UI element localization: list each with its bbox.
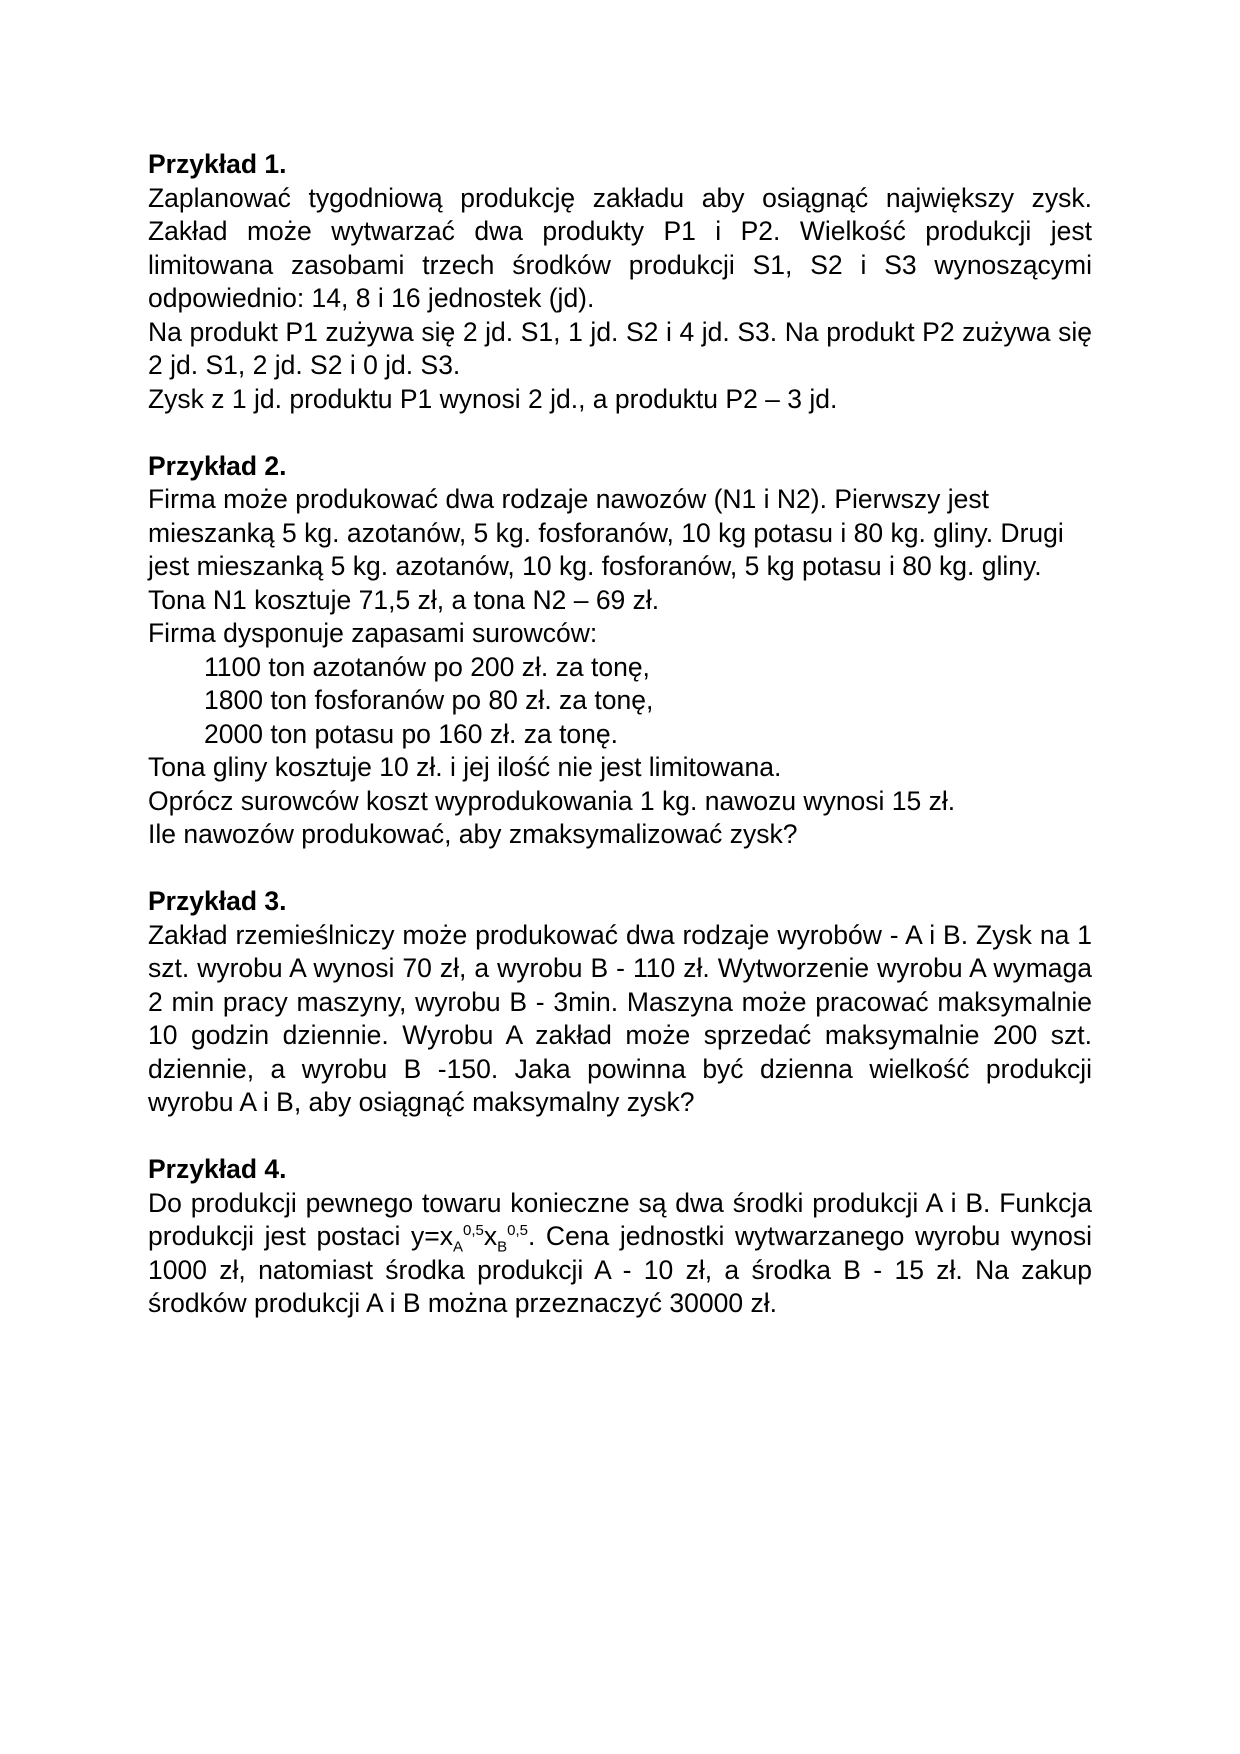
example-4-text-before: Do produkcji pewnego towaru konieczne są dwa środki produkcji A i B. Funkcja produkcji jest postaci (148, 1187, 1092, 1251)
example-3 (148, 885, 1092, 1120)
example-3-title: Przykład 3. (148, 886, 287, 916)
resource-item: 1800 ton fosforanów po 80 zł. za tonę, (204, 685, 654, 715)
example-1-paragraph-3: Zysk z 1 jd. produktu P1 wynosi 2 jd., a produktu P2 – 3 jd. (148, 383, 838, 414)
example-2-closing-3: Ile nawozów produkować, aby zmaksymalizować zysk? (148, 819, 798, 849)
example-1-title: Przykład 1. (148, 149, 287, 179)
example-3-paragraph-1: Zakład rzemieślniczy może produkować dwa rodzaje wyrobów - A i B. Zysk na 1 szt. wyrobu A wynosi 70 zł, a wyrobu B - 110 zł. Wytworzenie wyrobu A wymaga 2 min pracy maszyny, wyrobu B - 3min. Maszyna może pracować maksymalnie 10 godzin dziennie. Wyrobu A zakład może sprzedać maksymalnie 200 szt. dziennie, a wyrobu B -150. Jaka powinna być dzienna wielkość produkcji wyrobu A i B, aby osiągnąć maksymalny zysk? (148, 919, 1092, 1117)
resource-item: 2000 ton potasu po 160 zł. za tonę. (204, 718, 619, 749)
example-4-paragraph-1 (148, 1187, 1092, 1321)
example-2-closing-2: Oprócz surowców koszt wyprodukowania 1 kg. nawozu wynosi 15 zł. (148, 785, 956, 816)
example-2 (148, 450, 1092, 852)
document-page (148, 148, 1092, 1354)
example-1-paragraph-1: Zaplanować tygodniową produkcję zakładu aby osiągnąć największy zysk. Zakład może wytwarzać dwa produkty P1 i P2. Wielkość produkcji jest limitowana zasobami trzech środków produkcji S1, S2 i S3 wynoszącymi odpowiednio: 14, 8 i 16 jednostek (jd). (148, 182, 1092, 313)
example-2-paragraph-2: Firma dysponuje zapasami surowców: (148, 618, 598, 648)
resource-item: 1100 ton azotanów po 200 zł. za tonę, (204, 651, 650, 682)
formula-y: y=x (411, 1221, 453, 1251)
example-4-title: Przykład 4. (148, 1154, 287, 1184)
formula-subscript-a: A (452, 1238, 463, 1256)
example-1-paragraph-2: Na produkt P1 zużywa się 2 jd. S1, 1 jd. S2 i 4 jd. S3. Na produkt P2 zużywa się 2 jd. S1, 2 jd. S2 i 0 jd. S3. (148, 316, 1092, 380)
example-4 (148, 1153, 1092, 1321)
formula-x: x (483, 1221, 498, 1251)
formula-exponent-b: 0,5 (507, 1222, 528, 1240)
example-2-paragraph-1: Firma może produkować dwa rodzaje nawozów (N1 i N2). Pierwszy jest mieszanką 5 kg. azotanów, 5 kg. fosforanów, 10 kg potasu i 80 kg. gliny. Drugi jest mieszanką 5 kg. azotanów, 10 kg. fosforanów, 5 kg potasu i 80 kg. gliny. Tona N1 kosztuje 71,5 zł, a tona N2 – 69 zł. (148, 484, 1064, 615)
example-4-text-after: . Cena jednostki wytwarzanego wyrobu wynosi 1000 zł, natomiast środka produkcji A - 10 zł, a środka B - 15 zł. Na zakup środków produkcji A i B można przeznaczyć 30000 zł. (148, 1221, 1093, 1318)
example-2-closing-1: Tona gliny kosztuje 10 zł. i jej ilość nie jest limitowana. (148, 752, 782, 782)
example-2-title: Przykład 2. (148, 450, 287, 481)
production-formula (411, 1221, 528, 1256)
formula-exponent-a: 0,5 (463, 1222, 484, 1240)
example-1 (148, 148, 1092, 416)
formula-subscript-b: B (497, 1238, 508, 1256)
